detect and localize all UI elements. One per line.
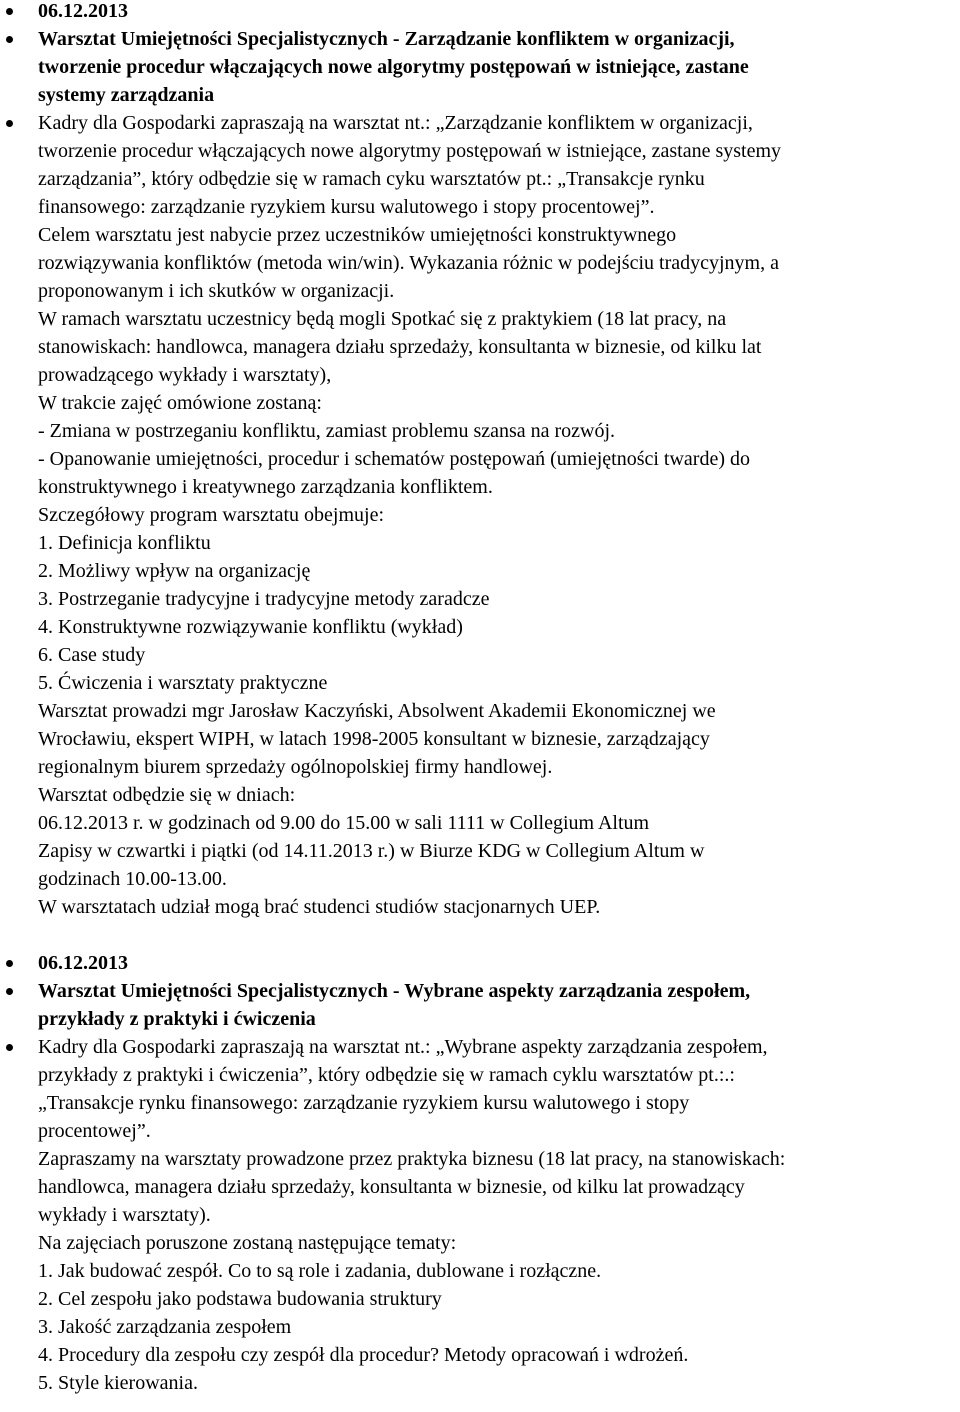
section1-body-line: Wrocławiu, ekspert WIPH, w latach 1998-2005 konsultant w biznesie, zarządzający bbox=[38, 728, 710, 750]
section1-title-item bbox=[0, 25, 960, 109]
section1-body-line: 5. Ćwiczenia i warsztaty praktyczne bbox=[38, 672, 328, 694]
section1-body-line: 2. Możliwy wpływ na organizację bbox=[38, 560, 311, 582]
section1-body-line: proponowanym i ich skutków w organizacji. bbox=[38, 280, 395, 302]
bullet-icon bbox=[6, 960, 13, 967]
section2-body-line: procentowej”. bbox=[38, 1120, 151, 1142]
section2-body-line: Kadry dla Gospodarki zapraszają na warsztat nt.: „Wybrane aspekty zarządzania zespołem, bbox=[38, 1036, 768, 1058]
section1-body-line: - Zmiana w postrzeganiu konfliktu, zamiast problemu szansa na rozwój. bbox=[38, 420, 616, 442]
section2-body-line: Na zajęciach poruszone zostaną następujące tematy: bbox=[38, 1232, 457, 1254]
section2-body-line: 5. Style kierowania. bbox=[38, 1372, 198, 1394]
section2-body-line: wykłady i warsztaty). bbox=[38, 1204, 211, 1226]
section1-body-item bbox=[0, 109, 960, 921]
section2-body-line: Zapraszamy na warsztaty prowadzone przez praktyka biznesu (18 lat pracy, na stanowiskach: bbox=[38, 1148, 786, 1170]
section1-body-line: tworzenie procedur włączających nowe algorytmy postępowań w istniejące, zastane systemy bbox=[38, 140, 782, 162]
section1-body-line: 1. Definicja konfliktu bbox=[38, 532, 211, 554]
section1-body-line: Szczegółowy program warsztatu obejmuje: bbox=[38, 504, 384, 526]
section-gap bbox=[0, 921, 960, 949]
section1-title-line: systemy zarządzania bbox=[38, 84, 215, 106]
bullet-icon bbox=[6, 8, 13, 15]
section1-body-line: Kadry dla Gospodarki zapraszają na warsztat nt.: „Zarządzanie konfliktem w organizacji, bbox=[38, 112, 753, 134]
bullet-icon bbox=[6, 120, 13, 127]
section1-date-item bbox=[0, 0, 960, 25]
section2-body-line: przykłady z praktyki i ćwiczenia”, który odbędzie się w ramach cyklu warsztatów pt.:.: bbox=[38, 1064, 735, 1086]
section1-date: 06.12.2013 bbox=[38, 0, 128, 22]
section1-body-line: stanowiskach: handlowca, managera działu sprzedaży, konsultanta w biznesie, od kilku lat bbox=[38, 336, 762, 358]
section1-body-line: Zapisy w czwartki i piątki (od 14.11.2013 r.) w Biurze KDG w Collegium Altum w bbox=[38, 840, 705, 862]
section2-body-line: 3. Jakość zarządzania zespołem bbox=[38, 1316, 292, 1338]
section1-title-line: tworzenie procedur włączających nowe algorytmy postępowań w istniejące, zastane bbox=[38, 56, 749, 78]
section1-body-line: godzinach 10.00-13.00. bbox=[38, 868, 227, 890]
section1-body-line: W trakcie zajęć omówione zostaną: bbox=[38, 392, 322, 414]
section1-body-line: zarządzania”, który odbędzie się w ramach cyku warsztatów pt.: „Transakcje rynku bbox=[38, 168, 705, 190]
section1-body-line: Warsztat prowadzi mgr Jarosław Kaczyński, Absolwent Akademii Ekonomicznej we bbox=[38, 700, 716, 722]
section2-title-line: przykłady z praktyki i ćwiczenia bbox=[38, 1008, 316, 1030]
section1-body-line: rozwiązywania konfliktów (metoda win/win). Wykazania różnic w podejściu tradycyjnym, a bbox=[38, 252, 779, 274]
section2-body-line: 1. Jak budować zespół. Co to są role i zadania, dublowane i rozłączne. bbox=[38, 1260, 602, 1282]
bullet-icon bbox=[6, 988, 13, 995]
section2-title-line: Warsztat Umiejętności Specjalistycznych - Wybrane aspekty zarządzania zespołem, bbox=[38, 980, 751, 1002]
section2-date-item bbox=[0, 949, 960, 977]
section1-body-line: W warsztatach udział mogą brać studenci studiów stacjonarnych UEP. bbox=[38, 896, 601, 918]
section1-body-line: 06.12.2013 r. w godzinach od 9.00 do 15.00 w sali 1111 w Collegium Altum bbox=[38, 812, 650, 834]
section1-body-line: 4. Konstruktywne rozwiązywanie konfliktu (wykład) bbox=[38, 616, 463, 638]
section1-body-line: 6. Case study bbox=[38, 644, 146, 666]
section1-body-line: finansowego: zarządzanie ryzykiem kursu walutowego i stopy procentowej”. bbox=[38, 196, 655, 218]
section1-body-line: Celem warsztatu jest nabycie przez uczestników umiejętności konstruktywnego bbox=[38, 224, 677, 246]
section2-title-item bbox=[0, 977, 960, 1033]
bullet-icon bbox=[6, 1044, 13, 1051]
section1-body-line: konstruktywnego i kreatywnego zarządzania konfliktem. bbox=[38, 476, 493, 498]
section2-body-line: „Transakcje rynku finansowego: zarządzanie ryzykiem kursu walutowego i stopy bbox=[38, 1092, 690, 1114]
section1-body-line: Warsztat odbędzie się w dniach: bbox=[38, 784, 296, 806]
section1-body-line: regionalnym biurem sprzedaży ogólnopolskiej firmy handlowej. bbox=[38, 756, 553, 778]
section2-body-line: 4. Procedury dla zespołu czy zespół dla procedur? Metody opracowań i wdrożeń. bbox=[38, 1344, 689, 1366]
section1-body-line: prowadzącego wykłady i warsztaty), bbox=[38, 364, 332, 386]
section1-body-line: 3. Postrzeganie tradycyjne i tradycyjne metody zaradcze bbox=[38, 588, 490, 610]
section1-title-line: Warsztat Umiejętności Specjalistycznych - Zarządzanie konfliktem w organizacji, bbox=[38, 28, 735, 50]
section1-body-line: - Opanowanie umiejętności, procedur i schematów postępowań (umiejętności twarde) do bbox=[38, 448, 751, 470]
section2-body-line: handlowca, managera działu sprzedaży, konsultanta w biznesie, od kilku lat prowadzący bbox=[38, 1176, 745, 1198]
section2-body-item bbox=[0, 1033, 960, 1397]
section2-body-line: 2. Cel zespołu jako podstawa budowania struktury bbox=[38, 1288, 442, 1310]
section2-date: 06.12.2013 bbox=[38, 952, 128, 974]
bullet-icon bbox=[6, 36, 13, 43]
section1-body-line: W ramach warsztatu uczestnicy będą mogli Spotkać się z praktykiem (18 lat pracy, na bbox=[38, 308, 727, 330]
